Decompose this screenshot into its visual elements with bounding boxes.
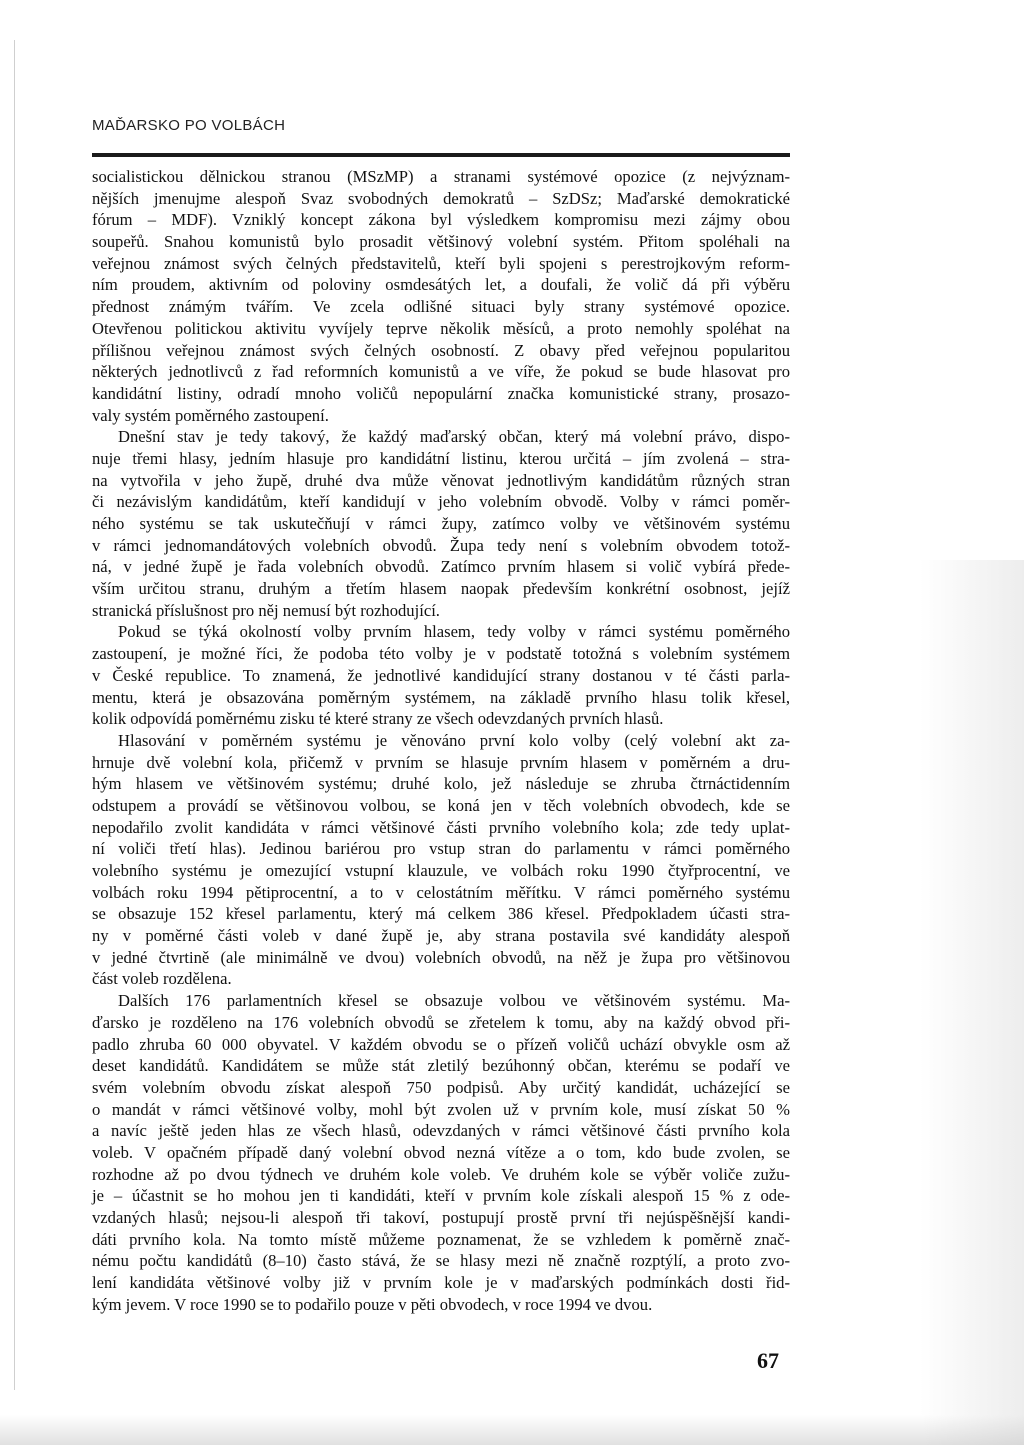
text-line: rozhodne až po dvou týdnech ve druhém kole voleb. Ve druhém kole se výběr voliče zužu- — [92, 1164, 790, 1184]
text-line: ná, v jedné župě je řada volebních obvodů. Zatímco prvním hlasem si volič vybírá přede- — [92, 557, 790, 577]
text-line: či nezávislým kandidátům, kteří kandidují v jeho volebním obvodě. Volby v rámci poměr- — [92, 492, 790, 512]
text-line: soupeřů. Snahou komunistů bylo prosadit většinový volební systém. Přitom spoléhali na — [92, 232, 790, 252]
text-line: Dnešní stav je tedy takový, že každý maďarský občan, který má volební právo, dispo- — [118, 427, 790, 447]
text-line: mentu, která je obsazována poměrným systémem, na základě prvního hlasu tolik křesel, — [92, 687, 790, 707]
text-line: ny v poměrné části voleb v dané župě je, aby strana postavila své kandidáty alespoň — [92, 926, 790, 946]
scan-shadow — [920, 560, 1024, 1445]
text-line: o mandát v rámci většinové volby, mohl být zvolen už v prvním kole, musí získat 50 % — [92, 1099, 790, 1119]
text-line: dáti prvního kola. Na tomto místě můžeme poznamenat, že se vzhledem k poměrně znač- — [92, 1229, 790, 1249]
text-line: část voleb rozdělena. — [92, 969, 232, 989]
text-line: přednost známým tvářím. Ve zcela odlišné situaci byly strany systémové opozice. — [92, 297, 790, 317]
header-rule — [92, 153, 790, 157]
text-line: kým jevem. V roce 1990 se to podařilo pouze v pěti obvodech, v roce 1994 ve dvou. — [92, 1294, 653, 1314]
text-line: Pokud se týká okolností volby prvním hlasem, tedy volby v rámci systému poměrného — [118, 622, 790, 642]
text-line: se obsazuje 152 křesel parlamentu, který má celkem 386 křesel. Předpokladem účasti stra- — [92, 904, 790, 924]
text-line: a navíc ještě jeden hlas ze všech hlasů, odevzdaných v rámci většinové části prvního kola — [92, 1121, 790, 1141]
scan-shadow — [0, 1415, 1024, 1445]
body-text — [92, 166, 790, 1315]
text-line: stranická příslušnost pro něj nemusí být rozhodující. — [92, 600, 440, 620]
text-line: některých jednotlivců z řad reformních komunistů a ve víře, že pokud se bude hlasovat pro — [92, 362, 790, 382]
text-line: nějších jmenujme alespoň Svaz svobodných demokratů – SzDSz; Maďarské demokratické — [92, 188, 790, 208]
text-line: v České republice. To znamená, že jednotlivé kandidující strany dostanou v té části parla- — [92, 665, 790, 685]
text-line: přílišnou veřejnou známost svých čelných osobností. Z obavy před veřejnou popularitou — [92, 340, 790, 360]
text-line: fórum – MDF). Vzniklý koncept zákona byl výsledkem kompromisu mezi zájmy obou — [92, 210, 790, 230]
text-line: Otevřenou politickou aktivitu vyvíjely teprve několik měsíců, a proto nemohly spoléhat na — [92, 318, 790, 338]
text-line: svém volebním obvodu získat alespoň 750 podpisů. Aby určitý kandidát, ucházející se — [92, 1077, 790, 1097]
text-line: vzdaných hlasů; nejsou-li alespoň tři takoví, postupují prostě první tři nejúspěšnější kandi- — [92, 1208, 790, 1227]
text-line: volbách roku 1994 pětiprocentní, a to v celostátním měřítku. V rámci poměrného systému — [92, 882, 790, 902]
text-line: hrnuje dvě volební kola, přičemž v prvním se hlasuje prvním hlasem v poměrném a dru- — [92, 752, 790, 772]
text-line: odstupem a provádí se většinovou volbou, se koná jen v těch volebních obvodech, kde se — [92, 795, 790, 815]
text-line: padlo zhruba 60 000 obyvatel. V každém obvodu se o přízeň voličů uchází obvykle osm až — [92, 1034, 790, 1054]
text-line: hým hlasem ve většinovém systému; druhé kolo, jež následuje se zhruba čtrnáctidenním — [92, 774, 790, 794]
text-line: Hlasování v poměrném systému je věnováno první kolo volby (celý volební akt za- — [118, 730, 790, 750]
text-line: ďarsko je rozděleno na 176 volebních obvodů se zřetelem k tomu, aby na každý obvod při- — [92, 1012, 790, 1032]
text-line: voleb. V opačném případě daný volební obvod nezná vítěze a o tom, kdo bude zvolen, se — [92, 1142, 790, 1162]
text-line: kolik odpovídá poměrnému zisku té které strany ze všech odevzdaných prvních hlasů. — [92, 709, 664, 729]
text-line: v rámci jednomandátových volebních obvodů. Župa tedy není s volebním obvodem totož- — [92, 535, 790, 555]
text-line: v jedné čtvrtině (ale minimálně ve dvou) volebních obvodů, na něž je župa pro většinovou — [92, 947, 790, 967]
text-line: na vytvořila v jeho župě, druhé dva může věnovat jednotlivým kandidátům různých stran — [92, 470, 790, 490]
page-number: 67 — [757, 1348, 779, 1373]
text-line: nuje třemi hlasy, jedním hlasuje pro kandidátní listinu, kterou určitá – jím zvolená – stra- — [92, 448, 790, 468]
text-line: veřejnou známost svých čelných představitelů, kteří byli spojeni s perestrojkovým reform- — [92, 253, 790, 273]
text-line: volebního systému je omezující vstupní klauzule, ve volbách roku 1990 čtyřprocentní, ve — [92, 861, 790, 880]
running-header: MAĎARSKO PO VOLBÁCH — [92, 117, 286, 134]
text-line: ného systému se tak uskutečňují v rámci župy, zatímco volby ve většinovém systému — [92, 514, 790, 533]
text-line: kandidátní listiny, odradí mnoho voličů nepopulární značka komunistické strany, prosazo- — [92, 383, 790, 403]
text-line: socialistickou dělnickou stranou (MSzMP) a stranami systémové opozice (z nejvýznam- — [92, 167, 790, 186]
text-line: zastoupení, je možné říci, že podoba této volby je v podstatě totožná s volebním systémem — [92, 644, 790, 664]
text-line: je – účastnit se ho mohou jen ti kandidáti, kteří v prvním kole získali alespoň 15 % z ode- — [92, 1186, 790, 1206]
text-line: nepodařilo zvolit kandidáta v rámci většinové části prvního volebního kola; zde tedy uplat- — [92, 817, 790, 837]
text-line: Dalších 176 parlamentních křesel se obsazuje volbou ve většinovém systému. Ma- — [118, 991, 790, 1011]
text-line: vším určitou stranu, druhým a třetím hlasem naopak především konkrétní osobnost, jejíž — [92, 579, 790, 599]
text-line: ní voliči třetí hlas). Jedinou bariérou pro vstup stran do parlamentu v rámci poměrného — [92, 839, 790, 859]
text-line: lení kandidáta většinové volby již v prvním kole je v maďarských podmínkách dosti řid- — [92, 1273, 790, 1293]
text-line: nému počtu kandidátů (8–10) často stává, že se hlasy mezi ně značně rozptýlí, a proto zvo- — [92, 1251, 790, 1271]
text-line: valy systém poměrného zastoupení. — [92, 405, 329, 425]
text-line: deset kandidátů. Kandidátem se může stát zletilý bezúhonný občan, kterému se podaří ve — [92, 1056, 790, 1076]
scan-edge-line — [14, 40, 15, 1390]
text-line: ním proudem, aktivním od poloviny osmdesátých let, a doufali, že volič dá při výběru — [92, 275, 790, 295]
